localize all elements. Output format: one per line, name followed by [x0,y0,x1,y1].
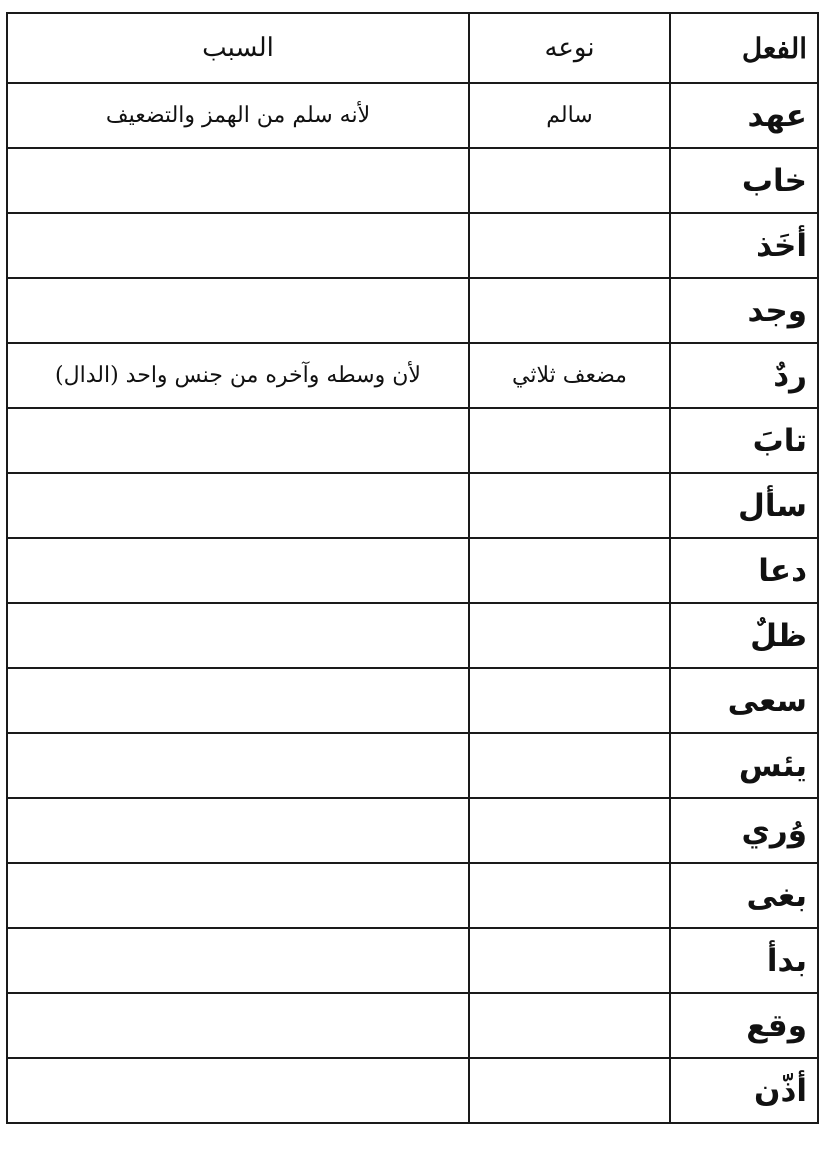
verb-cell: أذّن [670,1058,818,1123]
table-header-row [7,13,818,83]
verb-cell: وُري [670,798,818,863]
table-row [7,538,818,603]
reason-cell [7,213,469,278]
reason-cell [7,538,469,603]
type-cell [469,603,670,668]
reason-cell: لأنه سلم من الهمز والتضعيف [7,83,469,148]
verb-cell: أخَذ [670,213,818,278]
header-verb: الفعل [670,13,818,83]
verb-cell: تابَ [670,408,818,473]
verb-cell: وجد [670,278,818,343]
reason-cell [7,1058,469,1123]
type-cell [469,408,670,473]
reason-cell [7,863,469,928]
verb-classification-table [6,12,819,1124]
table-row [7,278,818,343]
verb-cell: سأل [670,473,818,538]
reason-cell [7,603,469,668]
type-cell [469,993,670,1058]
verb-cell: يئس [670,733,818,798]
reason-cell [7,473,469,538]
table-row [7,148,818,213]
type-cell [469,928,670,993]
verb-cell: دعا [670,538,818,603]
header-type: نوعه [469,13,670,83]
type-cell [469,798,670,863]
reason-cell [7,668,469,733]
table-row [7,798,818,863]
table-row [7,603,818,668]
type-cell [469,473,670,538]
table-row [7,1058,818,1123]
verb-cell: بدأ [670,928,818,993]
verb-cell: ردٌ [670,343,818,408]
type-cell [469,668,670,733]
table-row [7,993,818,1058]
verb-cell: وقع [670,993,818,1058]
type-cell: سالم [469,83,670,148]
table-row [7,863,818,928]
reason-cell [7,148,469,213]
table-row [7,928,818,993]
type-cell: مضعف ثلاثي [469,343,670,408]
type-cell [469,863,670,928]
type-cell [469,733,670,798]
type-cell [469,1058,670,1123]
table-row [7,83,818,148]
table-row [7,408,818,473]
reason-cell [7,798,469,863]
reason-cell [7,733,469,798]
table-row [7,668,818,733]
reason-cell [7,278,469,343]
table-row [7,343,818,408]
verb-cell: عهد [670,83,818,148]
type-cell [469,148,670,213]
reason-cell: لأن وسطه وآخره من جنس واحد (الدال) [7,343,469,408]
reason-cell [7,993,469,1058]
type-cell [469,213,670,278]
header-reason: السبب [7,13,469,83]
table-row [7,733,818,798]
verb-cell: بغى [670,863,818,928]
reason-cell [7,928,469,993]
table-row [7,213,818,278]
table-row [7,473,818,538]
type-cell [469,278,670,343]
type-cell [469,538,670,603]
reason-cell [7,408,469,473]
verb-cell: ظلٌ [670,603,818,668]
verb-cell: خاب [670,148,818,213]
verb-cell: سعى [670,668,818,733]
